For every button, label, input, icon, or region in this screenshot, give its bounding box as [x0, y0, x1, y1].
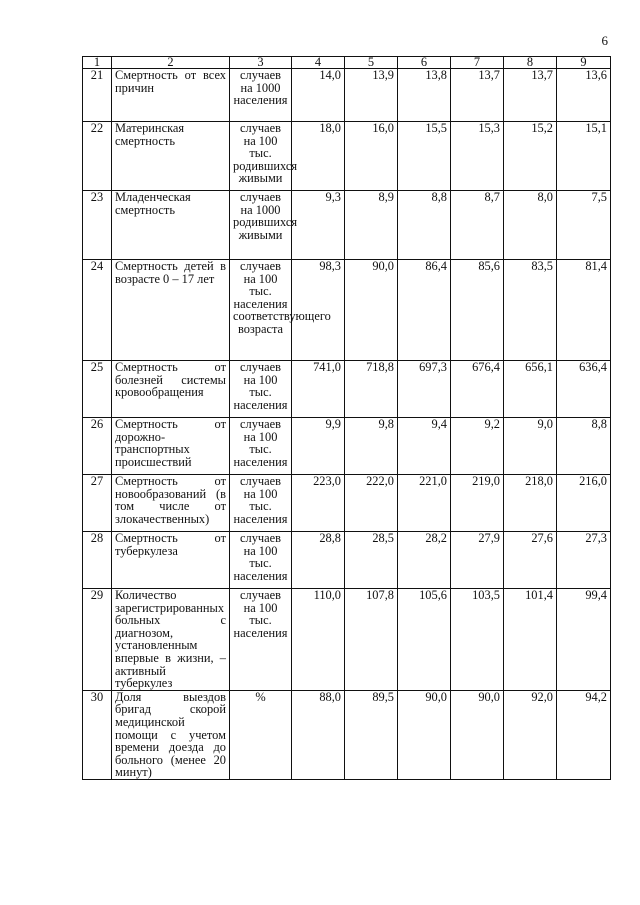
indicator-name-cell: Количество зарегистрированных больных с диагнозом, установленным впервые в жизни, – активный туберкулез	[112, 589, 230, 691]
value-cell: 27,3	[557, 532, 611, 589]
row-number-cell: 28	[83, 532, 112, 589]
value-cell: 9,2	[451, 418, 504, 475]
value-cell: 718,8	[345, 361, 398, 418]
value-cell: 110,0	[292, 589, 345, 691]
value-cell: 219,0	[451, 475, 504, 532]
value-cell: 7,5	[557, 191, 611, 260]
header-cell: 8	[504, 57, 557, 69]
value-cell: 85,6	[451, 260, 504, 361]
table-row	[83, 589, 611, 691]
value-cell: 90,0	[345, 260, 398, 361]
value-cell: 15,1	[557, 122, 611, 191]
value-cell: 13,9	[345, 69, 398, 122]
value-cell: 9,8	[345, 418, 398, 475]
value-cell: 218,0	[504, 475, 557, 532]
indicator-name-cell: Смертность от всех причин	[112, 69, 230, 122]
value-cell: 16,0	[345, 122, 398, 191]
indicator-name-cell: Младенческая смертность	[112, 191, 230, 260]
unit-cell: случаев на 1000 родившихся живыми	[230, 191, 292, 260]
header-cell: 6	[398, 57, 451, 69]
row-number-cell: 29	[83, 589, 112, 691]
value-cell: 86,4	[398, 260, 451, 361]
table-row	[83, 191, 611, 260]
value-cell: 28,2	[398, 532, 451, 589]
indicator-name-cell: Смертность от туберкулеза	[112, 532, 230, 589]
table-row	[83, 260, 611, 361]
value-cell: 27,6	[504, 532, 557, 589]
value-cell: 9,9	[292, 418, 345, 475]
row-number-cell: 27	[83, 475, 112, 532]
value-cell: 81,4	[557, 260, 611, 361]
row-number-cell: 23	[83, 191, 112, 260]
header-cell: 9	[557, 57, 611, 69]
indicators-table	[82, 56, 611, 780]
table-row	[83, 418, 611, 475]
value-cell: 636,4	[557, 361, 611, 418]
unit-cell: случаев на 100 тыс. населения	[230, 475, 292, 532]
unit-cell: случаев на 100 тыс. населения	[230, 418, 292, 475]
value-cell: 222,0	[345, 475, 398, 532]
value-cell: 18,0	[292, 122, 345, 191]
value-cell: 83,5	[504, 260, 557, 361]
header-cell: 7	[451, 57, 504, 69]
value-cell: 741,0	[292, 361, 345, 418]
value-cell: 9,4	[398, 418, 451, 475]
value-cell: 99,4	[557, 589, 611, 691]
table-row	[83, 690, 611, 779]
value-cell: 13,6	[557, 69, 611, 122]
value-cell: 89,5	[345, 690, 398, 779]
value-cell: 101,4	[504, 589, 557, 691]
table-row	[83, 122, 611, 191]
value-cell: 94,2	[557, 690, 611, 779]
value-cell: 8,0	[504, 191, 557, 260]
value-cell: 9,0	[504, 418, 557, 475]
value-cell: 8,8	[557, 418, 611, 475]
unit-cell: случаев на 100 тыс. родившихся живыми	[230, 122, 292, 191]
table-header-row	[83, 57, 611, 69]
value-cell: 9,3	[292, 191, 345, 260]
header-cell: 2	[112, 57, 230, 69]
indicator-name-cell: Смертность от дорожно-транспортных происшествий	[112, 418, 230, 475]
value-cell: 28,8	[292, 532, 345, 589]
row-number-cell: 24	[83, 260, 112, 361]
unit-cell: случаев на 100 тыс. населения соответствующего возраста	[230, 260, 292, 361]
value-cell: 103,5	[451, 589, 504, 691]
value-cell: 27,9	[451, 532, 504, 589]
value-cell: 223,0	[292, 475, 345, 532]
value-cell: 88,0	[292, 690, 345, 779]
header-cell: 5	[345, 57, 398, 69]
unit-cell: %	[230, 690, 292, 779]
value-cell: 656,1	[504, 361, 557, 418]
value-cell: 13,7	[504, 69, 557, 122]
value-cell: 105,6	[398, 589, 451, 691]
value-cell: 216,0	[557, 475, 611, 532]
value-cell: 90,0	[398, 690, 451, 779]
indicator-name-cell: Смертность детей в возрасте 0 – 17 лет	[112, 260, 230, 361]
page-number: 6	[601, 33, 608, 48]
table-row	[83, 361, 611, 418]
value-cell: 8,9	[345, 191, 398, 260]
row-number-cell: 30	[83, 690, 112, 779]
value-cell: 28,5	[345, 532, 398, 589]
header-cell: 1	[83, 57, 112, 69]
table-row	[83, 69, 611, 122]
value-cell: 92,0	[504, 690, 557, 779]
header-cell: 3	[230, 57, 292, 69]
value-cell: 8,8	[398, 191, 451, 260]
unit-cell: случаев на 100 тыс. населения	[230, 532, 292, 589]
value-cell: 107,8	[345, 589, 398, 691]
value-cell: 697,3	[398, 361, 451, 418]
unit-cell: случаев на 1000 населения	[230, 69, 292, 122]
value-cell: 90,0	[451, 690, 504, 779]
table-row	[83, 532, 611, 589]
value-cell: 15,2	[504, 122, 557, 191]
indicator-name-cell: Доля выездов бригад скорой медицинской помощи с учетом времени доезда до больного (менее 20 минут)	[112, 690, 230, 779]
indicator-name-cell: Смертность от новообразований (в том числе от злокачественных)	[112, 475, 230, 532]
value-cell: 221,0	[398, 475, 451, 532]
value-cell: 98,3	[292, 260, 345, 361]
value-cell: 13,7	[451, 69, 504, 122]
indicator-name-cell: Материнская смертность	[112, 122, 230, 191]
header-cell: 4	[292, 57, 345, 69]
value-cell: 676,4	[451, 361, 504, 418]
value-cell: 15,3	[451, 122, 504, 191]
value-cell: 14,0	[292, 69, 345, 122]
unit-cell: случаев на 100 тыс. населения	[230, 361, 292, 418]
indicator-name-cell: Смертность от болезней системы кровообращения	[112, 361, 230, 418]
row-number-cell: 26	[83, 418, 112, 475]
row-number-cell: 21	[83, 69, 112, 122]
table-row	[83, 475, 611, 532]
row-number-cell: 25	[83, 361, 112, 418]
value-cell: 8,7	[451, 191, 504, 260]
value-cell: 13,8	[398, 69, 451, 122]
unit-cell: случаев на 100 тыс. населения	[230, 589, 292, 691]
value-cell: 15,5	[398, 122, 451, 191]
row-number-cell: 22	[83, 122, 112, 191]
